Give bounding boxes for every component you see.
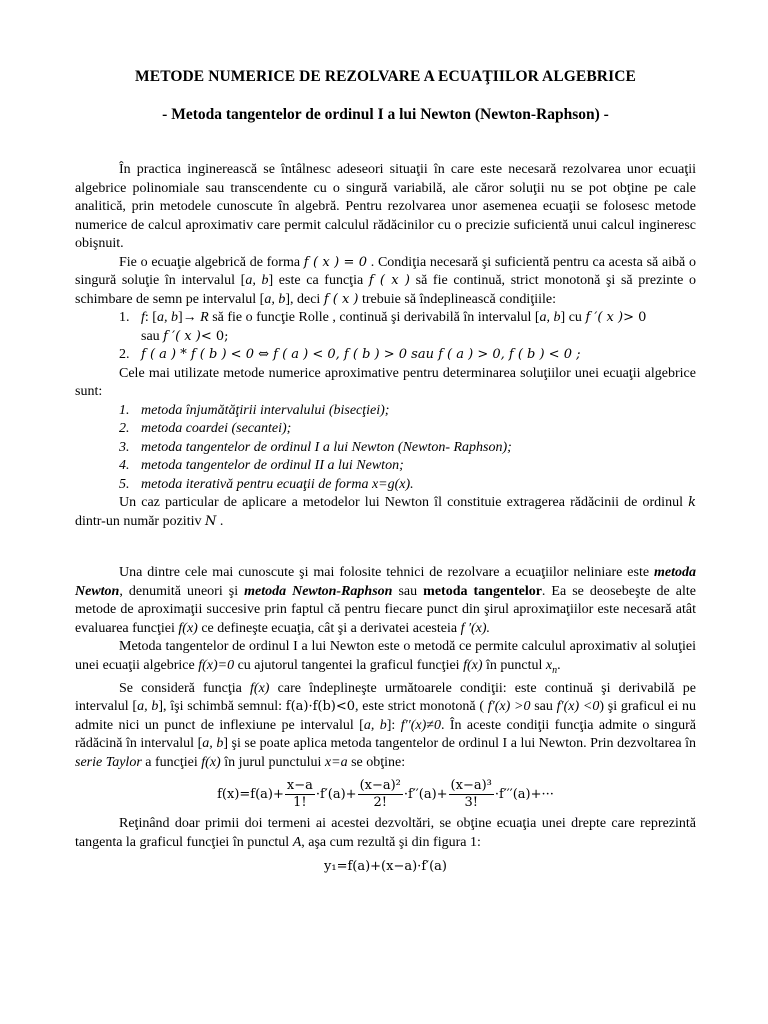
- list-item: 1. metoda înjumătăţirii intervalului (bisecţiei);: [119, 402, 390, 418]
- tangent-method-paragraph: Metoda tangentelor de ordinul I a lui Newton este o metodă ce permite calculul aproximativ al soluţiei unei ecuaţii algebrice f(x)=0 cu ajutorul tangentei la graficul funcţiei f(x) în punctul $x_n$.: [75, 639, 696, 676]
- methods-list: [75, 402, 696, 495]
- document-body: [75, 161, 696, 881]
- section-gap: [75, 531, 696, 564]
- list-item: 3. metoda tangentelor de ordinul I a lui Newton (Newton- Raphson);: [119, 439, 512, 455]
- conditions-paragraph: Se consideră funcţia f(x) care îndeplineşte următoarele condiţii: este continuă şi derivabilă pe intervalul [a, b], îşi schimbă semnul: f(a)·f(b)<0, este strict monotonă ( f′(x) >0 sau f′(x) <0) şi graficul ei nu admite nici un punct de inflexiune pe intervalul [a, b]: f′′(x)≠0. În aceste condiţii funcţia admite o singură rădăcină în intervalul [a, b] şi se poate aplica metoda tangentelor de ordinul I a lui Newton. Prin dezvoltarea în serie Taylor a funcţiei f(x) în jurul punctului x=a se obţine:: [75, 680, 697, 770]
- list-item: 5. metoda iterativă pentru ecuaţii de forma x=g(x).: [119, 476, 414, 492]
- taylor-series-equation: f(x)=f(a)+ $\frac{x-a}{1!}$ ·f′(a)+ $\frac{\text{(x−a)²}}{2!}$ ·f′′(a)+ $\frac{\text{(x−a)³}}{3!}$ ·f′′′(a)+···: [217, 778, 554, 811]
- condition-item: 1. f: [a, b]→ R să fie o funcţie Rolle , continuă şi derivabilă în intervalul [a, b] cu f ′( x )> 0: [119, 310, 647, 325]
- particular-case-paragraph: Un caz particular de aplicare a metodelor lui Newton îl constituie extragerea rădăcinii de ordinul k dintr-un număr pozitiv N .: [75, 495, 696, 529]
- definition-paragraph: Fie o ecuaţie algebrică de forma f ( x ) = 0 . Condiţia necesară şi suficientă pentru ca acesta să aibă o singură soluţie în intervalul [a, b] este ca funcţia f ( x ) să fie continuă, strict monotonă şi să prezinte o schimbare de semn pe intervalul [a, b], deci f ( x ) trebuie să îndeplinească condiţiile:: [75, 254, 697, 307]
- intro-paragraph: În practica inginerească se întâlnesc adeseori situaţii în care este necesară rezolvarea unor ecuaţii algebrice polinomiale sau transcendente cu o singură variabilă, ale căror soluţii nu se pot obţine pe cale analitică, prin metodele cunoscute în algebră. Pentru rezolvarea unor asemenea ecuaţii se folosesc metode numerice de calcul aproximativ care permit calculul rădăcinilor cu o precizie suficientă unui calcul ingineresc obişnuit.: [75, 162, 696, 251]
- condition-item: 2. f ( a ) * f ( b ) < 0 ⇔ f ( a ) < 0, f ( b ) > 0 sau f ( a ) > 0, f ( b ) < 0 ;: [119, 347, 581, 362]
- page-subtitle: - Metoda tangentelor de ordinul I a lui Newton (Newton-Raphson) -: [162, 106, 609, 123]
- newton-intro-paragraph: Una dintre cele mai cunoscute şi mai folosite tehnici de rezolvare a ecuaţiilor neliniare este metoda Newton, denumită uneori şi metoda Newton-Raphson sau metoda tangentelor. Ea se deosebeşte de alte metode de aproximaţii succesive prin faptul că pentru fiecare punct din şirul aproximaţiilor este necesară atât evaluarea funcţiei f(x) ce defineşte ecuaţia, cât şi a derivatei acesteia f ′(x).: [75, 565, 696, 636]
- list-item: 4. metoda tangentelor de ordinul II a lui Newton;: [119, 458, 404, 473]
- list-item: 2. metoda coardei (secantei);: [119, 421, 292, 436]
- tangent-line-equation: y₁=f(a)+(x−a)·f′(a): [324, 859, 447, 875]
- methods-intro: Cele mai utilizate metode numerice aproximative pentru determinarea soluţiilor unei ecuaţii algebrice sunt:: [75, 365, 696, 399]
- conditions-list: [75, 309, 696, 365]
- page-title: METODE NUMERICE DE REZOLVARE A ECUAŢIILOR ALGEBRICE: [135, 68, 636, 85]
- condition-continuation: sau f ′( x )< 0;: [141, 328, 229, 344]
- tangent-line-paragraph: Reţinând doar primii doi termeni ai acestei dezvoltări, se obţine ecuaţia unei drepte care reprezintă tangenta la graficul funcţiei în punctul A, aşa cum rezultă şi din figura 1:: [75, 816, 696, 850]
